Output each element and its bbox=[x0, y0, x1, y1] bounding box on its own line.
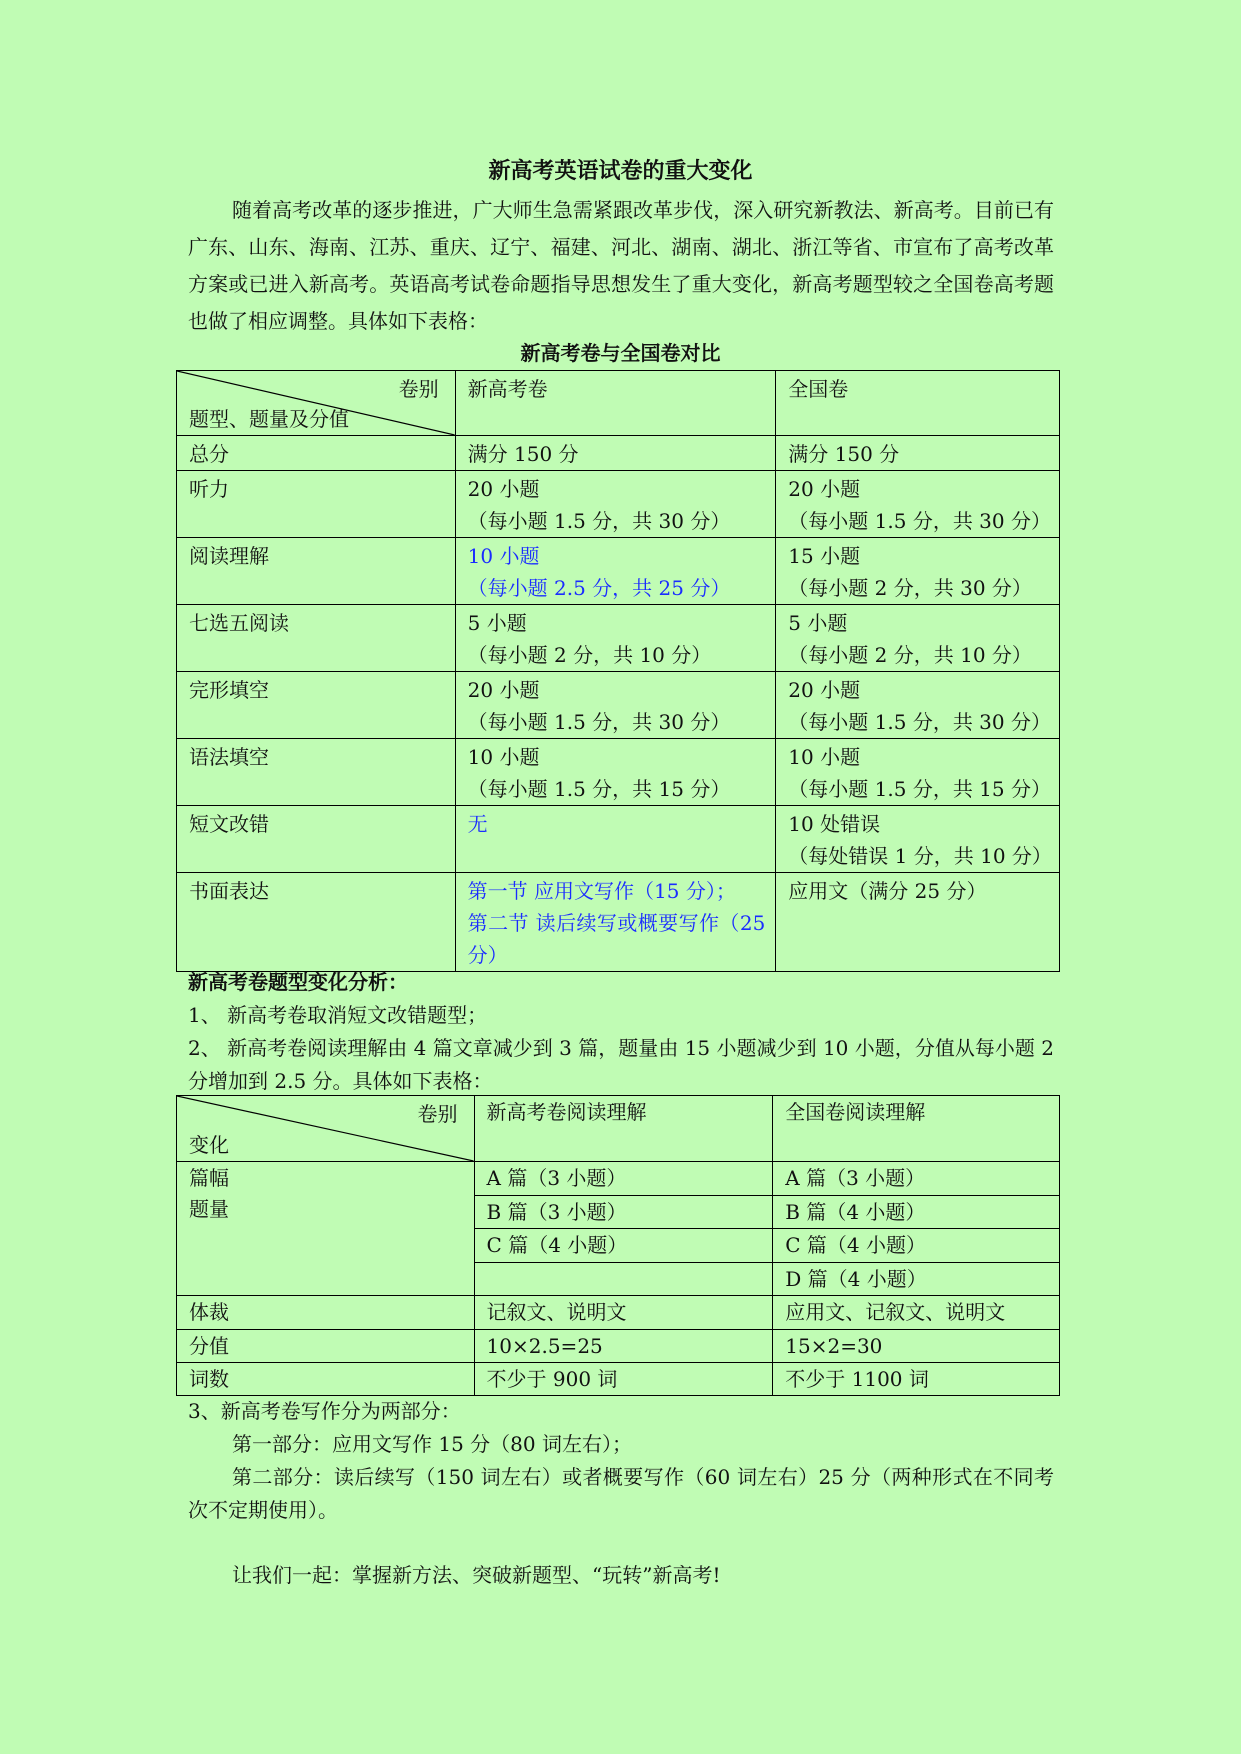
table-row bbox=[177, 1296, 1060, 1330]
table-row bbox=[177, 471, 1060, 538]
analysis-section bbox=[188, 966, 1054, 1098]
diag-top-label: 卷别 bbox=[417, 1102, 458, 1126]
diagonal-header-cell bbox=[177, 371, 456, 436]
national-exam-cell: 20 小题 （每小题 1.5 分，共 30 分） bbox=[776, 672, 1060, 739]
new-passage-cell: C 篇（4 小题） bbox=[474, 1229, 773, 1263]
row-label: 短文改错 bbox=[177, 806, 456, 873]
row-label: 阅读理解 bbox=[177, 538, 456, 605]
writing-part-1: 第一部分：应用文写作 15 分（80 词左右）； bbox=[232, 1432, 632, 1456]
header-national-exam: 全国卷 bbox=[776, 371, 1060, 436]
new-passage-cell: A 篇（3 小题） bbox=[474, 1162, 773, 1196]
header-new-exam: 新高考卷 bbox=[455, 371, 776, 436]
analysis-point-1: 1、 新高考卷取消短文改错题型； bbox=[188, 1003, 488, 1027]
row-label: 词数 bbox=[177, 1363, 475, 1396]
national-reading-cell: 不少于 1100 词 bbox=[773, 1363, 1060, 1396]
header-new-reading: 新高考卷阅读理解 bbox=[474, 1096, 773, 1162]
new-reading-cell: 10×2.5=25 bbox=[474, 1330, 773, 1363]
table-row bbox=[177, 1162, 1060, 1196]
table-row bbox=[177, 436, 1060, 471]
national-exam-cell: 应用文（满分 25 分） bbox=[776, 873, 1060, 972]
new-exam-cell-highlighted: 第一节 应用文写作（15 分）； 第二节 读后续写或概要写作（25 分） bbox=[455, 873, 776, 972]
row-label: 七选五阅读 bbox=[177, 605, 456, 672]
national-passage-cell: C 篇（4 小题） bbox=[773, 1229, 1060, 1263]
new-exam-cell: 20 小题 （每小题 1.5 分，共 30 分） bbox=[455, 672, 776, 739]
diag-bottom-label: 变化 bbox=[189, 1133, 229, 1157]
spacer bbox=[188, 1527, 1054, 1559]
diag-top-label: 卷别 bbox=[398, 377, 439, 401]
row-label: 体裁 bbox=[177, 1296, 475, 1330]
intro-paragraph: 随着高考改革的逐步推进，广大师生急需紧跟改革步伐，深入研究新教法、新高考。目前已有广东、山东、海南、江苏、重庆、辽宁、福建、河北、湖南、湖北、浙江等省、市宣布了高考改革方案或已进入新高考。英语高考试卷命题指导思想发生了重大变化，新高考题型较之全国卷高考题也做了相应调整。具体如下表格： bbox=[188, 198, 1054, 333]
row-label: 书面表达 bbox=[177, 873, 456, 972]
table-row bbox=[177, 739, 1060, 806]
table-row bbox=[177, 672, 1060, 739]
analysis-heading: 新高考卷题型变化分析： bbox=[188, 970, 408, 994]
row-label: 完形填空 bbox=[177, 672, 456, 739]
new-reading-cell: 不少于 900 词 bbox=[474, 1363, 773, 1396]
reading-comparison-table bbox=[176, 1095, 1060, 1396]
national-passage-cell: B 篇（4 小题） bbox=[773, 1196, 1060, 1229]
national-exam-cell: 10 处错误 （每处错误 1 分，共 10 分） bbox=[776, 806, 1060, 873]
row-label: 语法填空 bbox=[177, 739, 456, 806]
national-exam-cell: 10 小题 （每小题 1.5 分，共 15 分） bbox=[776, 739, 1060, 806]
table-row bbox=[177, 538, 1060, 605]
table1-caption: 新高考卷与全国卷对比 bbox=[520, 341, 721, 365]
new-passage-cell bbox=[474, 1263, 773, 1296]
row-label: 听力 bbox=[177, 471, 456, 538]
row-label: 总分 bbox=[177, 436, 456, 471]
table-header-row bbox=[177, 371, 1060, 436]
national-reading-cell: 15×2=30 bbox=[773, 1330, 1060, 1363]
row-label: 分值 bbox=[177, 1330, 475, 1363]
national-passage-cell: D 篇（4 小题） bbox=[773, 1263, 1060, 1296]
new-reading-cell: 记叙文、说明文 bbox=[474, 1296, 773, 1330]
diag-bottom-label: 题型、题量及分值 bbox=[189, 407, 349, 431]
new-exam-cell: 满分 150 分 bbox=[455, 436, 776, 471]
table-row bbox=[177, 605, 1060, 672]
table-row bbox=[177, 1363, 1060, 1396]
table-row bbox=[177, 806, 1060, 873]
comparison-table bbox=[176, 370, 1060, 972]
national-passage-cell: A 篇（3 小题） bbox=[773, 1162, 1060, 1196]
writing-section bbox=[188, 1395, 1054, 1592]
national-exam-cell: 20 小题 （每小题 1.5 分，共 30 分） bbox=[776, 471, 1060, 538]
length-quantity-label: 篇幅 题量 bbox=[177, 1162, 475, 1296]
page-title: 新高考英语试卷的重大变化 bbox=[488, 158, 753, 184]
new-exam-cell: 20 小题 （每小题 1.5 分，共 30 分） bbox=[455, 471, 776, 538]
new-exam-cell-highlighted: 无 bbox=[455, 806, 776, 873]
new-exam-cell: 5 小题 （每小题 2 分，共 10 分） bbox=[455, 605, 776, 672]
diagonal-header-cell bbox=[177, 1096, 475, 1162]
table-row bbox=[177, 873, 1060, 972]
new-passage-cell: B 篇（3 小题） bbox=[474, 1196, 773, 1229]
header-national-reading: 全国卷阅读理解 bbox=[773, 1096, 1060, 1162]
new-exam-cell: 10 小题 （每小题 1.5 分，共 15 分） bbox=[455, 739, 776, 806]
closing-line: 让我们一起：掌握新方法、突破新题型、“玩转”新高考! bbox=[232, 1563, 721, 1587]
analysis-point-3: 3、新高考卷写作分为两部分： bbox=[188, 1399, 461, 1423]
table-header-row bbox=[177, 1096, 1060, 1162]
table-row bbox=[177, 1330, 1060, 1363]
national-exam-cell: 15 小题 （每小题 2 分，共 30 分） bbox=[776, 538, 1060, 605]
national-exam-cell: 5 小题 （每小题 2 分，共 10 分） bbox=[776, 605, 1060, 672]
writing-part-2: 第二部分：读后续写（150 词左右）或者概要写作（60 词左右）25 分（两种形式在不同考次不定期使用）。 bbox=[188, 1465, 1054, 1522]
analysis-point-2: 2、 新高考卷阅读理解由 4 篇文章减少到 3 篇，题量由 15 小题减少到 10 小题，分值从每小题 2 分增加到 2.5 分。具体如下表格： bbox=[188, 1036, 1054, 1093]
new-exam-cell-highlighted: 10 小题 （每小题 2.5 分，共 25 分） bbox=[455, 538, 776, 605]
national-reading-cell: 应用文、记叙文、说明文 bbox=[773, 1296, 1060, 1330]
national-exam-cell: 满分 150 分 bbox=[776, 436, 1060, 471]
